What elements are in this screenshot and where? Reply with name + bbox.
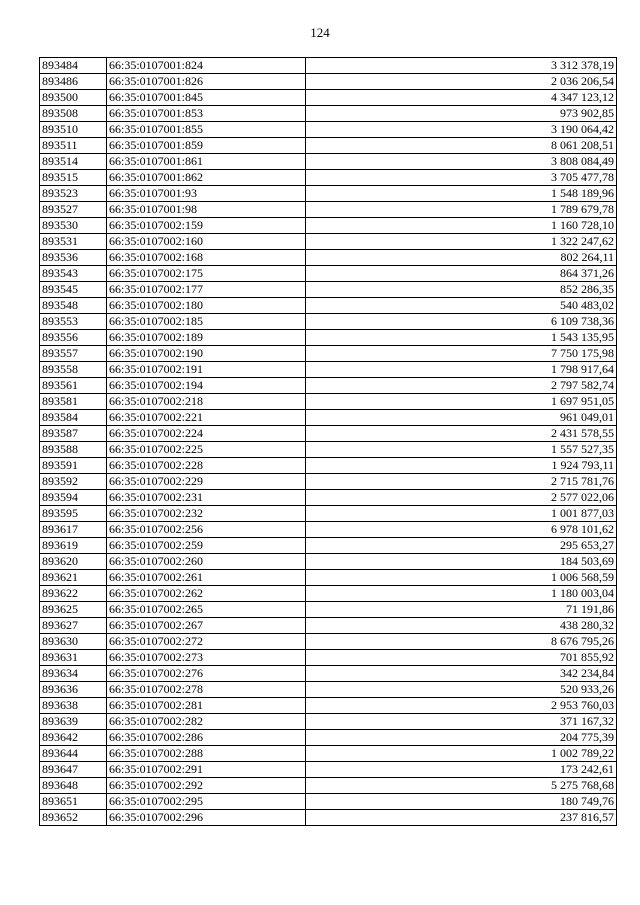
cadastral-value-cell: 2 797 582,74 <box>306 378 617 394</box>
cadastral-number-cell: 66:35:0107002:256 <box>107 522 306 538</box>
table-body <box>40 58 617 826</box>
record-id-cell: 893625 <box>40 602 107 618</box>
cadastral-value-cell: 802 264,11 <box>306 250 617 266</box>
table-row <box>40 170 617 186</box>
cadastral-value-cell: 2 577 022,06 <box>306 490 617 506</box>
cadastral-value-cell: 701 855,92 <box>306 650 617 666</box>
record-id-cell: 893638 <box>40 698 107 714</box>
cadastral-value-cell: 1 924 793,11 <box>306 458 617 474</box>
cadastral-value-cell: 3 190 064,42 <box>306 122 617 138</box>
record-id-cell: 893527 <box>40 202 107 218</box>
cadastral-number-cell: 66:35:0107002:159 <box>107 218 306 234</box>
cadastral-value-cell: 2 953 760,03 <box>306 698 617 714</box>
cadastral-number-cell: 66:35:0107002:276 <box>107 666 306 682</box>
table-row <box>40 490 617 506</box>
cadastral-number-cell: 66:35:0107002:282 <box>107 714 306 730</box>
table-row <box>40 442 617 458</box>
record-id-cell: 893531 <box>40 234 107 250</box>
cadastral-value-cell: 961 049,01 <box>306 410 617 426</box>
table-row <box>40 730 617 746</box>
cadastral-value-cell: 1 322 247,62 <box>306 234 617 250</box>
cadastral-number-cell: 66:35:0107002:295 <box>107 794 306 810</box>
cadastral-number-cell: 66:35:0107002:273 <box>107 650 306 666</box>
table-row <box>40 522 617 538</box>
cadastral-value-cell: 71 191,86 <box>306 602 617 618</box>
table-row <box>40 378 617 394</box>
cadastral-value-cell: 2 431 578,55 <box>306 426 617 442</box>
cadastral-value-cell: 1 002 789,22 <box>306 746 617 762</box>
record-id-cell: 893584 <box>40 410 107 426</box>
cadastral-number-cell: 66:35:0107002:185 <box>107 314 306 330</box>
table-row <box>40 266 617 282</box>
record-id-cell: 893510 <box>40 122 107 138</box>
cadastral-value-cell: 3 808 084,49 <box>306 154 617 170</box>
cadastral-number-cell: 66:35:0107002:194 <box>107 378 306 394</box>
cadastral-value-cell: 3 705 477,78 <box>306 170 617 186</box>
record-id-cell: 893508 <box>40 106 107 122</box>
cadastral-number-cell: 66:35:0107002:292 <box>107 778 306 794</box>
record-id-cell: 893592 <box>40 474 107 490</box>
cadastral-number-cell: 66:35:0107001:824 <box>107 58 306 74</box>
cadastral-value-cell: 1 697 951,05 <box>306 394 617 410</box>
cadastral-number-cell: 66:35:0107002:281 <box>107 698 306 714</box>
cadastral-number-cell: 66:35:0107002:291 <box>107 762 306 778</box>
cadastral-value-cell: 8 061 208,51 <box>306 138 617 154</box>
table-row <box>40 186 617 202</box>
cadastral-number-cell: 66:35:0107002:160 <box>107 234 306 250</box>
table-row <box>40 58 617 74</box>
cadastral-value-cell: 438 280,32 <box>306 618 617 634</box>
record-id-cell: 893622 <box>40 586 107 602</box>
cadastral-value-cell: 4 347 123,12 <box>306 90 617 106</box>
table-row <box>40 74 617 90</box>
table-row <box>40 602 617 618</box>
cadastral-value-cell: 1 180 003,04 <box>306 586 617 602</box>
cadastral-number-cell: 66:35:0107002:272 <box>107 634 306 650</box>
record-id-cell: 893486 <box>40 74 107 90</box>
cadastral-number-cell: 66:35:0107001:855 <box>107 122 306 138</box>
cadastral-value-cell: 1 160 728,10 <box>306 218 617 234</box>
table-row <box>40 346 617 362</box>
record-id-cell: 893548 <box>40 298 107 314</box>
table-row <box>40 746 617 762</box>
page-number: 124 <box>310 25 330 40</box>
table-row <box>40 570 617 586</box>
cadastral-number-cell: 66:35:0107002:191 <box>107 362 306 378</box>
record-id-cell: 893639 <box>40 714 107 730</box>
cadastral-number-cell: 66:35:0107002:229 <box>107 474 306 490</box>
cadastral-number-cell: 66:35:0107001:98 <box>107 202 306 218</box>
table-row <box>40 810 617 826</box>
table-row <box>40 234 617 250</box>
record-id-cell: 893617 <box>40 522 107 538</box>
cadastral-number-cell: 66:35:0107002:177 <box>107 282 306 298</box>
cadastral-value-cell: 7 750 175,98 <box>306 346 617 362</box>
record-id-cell: 893620 <box>40 554 107 570</box>
cadastral-value-cell: 8 676 795,26 <box>306 634 617 650</box>
record-id-cell: 893484 <box>40 58 107 74</box>
cadastral-number-cell: 66:35:0107001:853 <box>107 106 306 122</box>
record-id-cell: 893561 <box>40 378 107 394</box>
cadastral-value-cell: 520 933,26 <box>306 682 617 698</box>
cadastral-value-cell: 3 312 378,19 <box>306 58 617 74</box>
cadastral-number-cell: 66:35:0107001:93 <box>107 186 306 202</box>
cadastral-value-cell: 371 167,32 <box>306 714 617 730</box>
table-row <box>40 202 617 218</box>
table-row <box>40 682 617 698</box>
cadastral-number-cell: 66:35:0107002:296 <box>107 810 306 826</box>
cadastral-value-cell: 1 006 568,59 <box>306 570 617 586</box>
record-id-cell: 893511 <box>40 138 107 154</box>
table-row <box>40 218 617 234</box>
record-id-cell: 893651 <box>40 794 107 810</box>
cadastral-number-cell: 66:35:0107002:260 <box>107 554 306 570</box>
cadastral-value-cell: 184 503,69 <box>306 554 617 570</box>
cadastral-number-cell: 66:35:0107002:224 <box>107 426 306 442</box>
cadastral-number-cell: 66:35:0107002:267 <box>107 618 306 634</box>
cadastral-value-cell: 1 543 135,95 <box>306 330 617 346</box>
table-row <box>40 298 617 314</box>
record-id-cell: 893515 <box>40 170 107 186</box>
record-id-cell: 893621 <box>40 570 107 586</box>
table-row <box>40 282 617 298</box>
cadastral-value-cell: 973 902,85 <box>306 106 617 122</box>
table-row <box>40 506 617 522</box>
table-row <box>40 762 617 778</box>
record-id-cell: 893530 <box>40 218 107 234</box>
cadastral-value-cell: 1 557 527,35 <box>306 442 617 458</box>
table-row <box>40 634 617 650</box>
table-row <box>40 154 617 170</box>
table-row <box>40 314 617 330</box>
table-row <box>40 698 617 714</box>
table-row <box>40 394 617 410</box>
cadastral-number-cell: 66:35:0107002:265 <box>107 602 306 618</box>
table-row <box>40 250 617 266</box>
table-row <box>40 666 617 682</box>
cadastral-number-cell: 66:35:0107002:259 <box>107 538 306 554</box>
record-id-cell: 893631 <box>40 650 107 666</box>
cadastral-number-cell: 66:35:0107002:231 <box>107 490 306 506</box>
record-id-cell: 893644 <box>40 746 107 762</box>
cadastral-value-cell: 342 234,84 <box>306 666 617 682</box>
cadastral-value-cell: 1 789 679,78 <box>306 202 617 218</box>
cadastral-number-cell: 66:35:0107001:845 <box>107 90 306 106</box>
table-row <box>40 794 617 810</box>
record-id-cell: 893500 <box>40 90 107 106</box>
record-id-cell: 893591 <box>40 458 107 474</box>
cadastral-value-cell: 540 483,02 <box>306 298 617 314</box>
cadastral-value-cell: 1 001 877,03 <box>306 506 617 522</box>
cadastral-number-cell: 66:35:0107002:218 <box>107 394 306 410</box>
table-row <box>40 122 617 138</box>
cadastral-number-cell: 66:35:0107001:826 <box>107 74 306 90</box>
cadastral-number-cell: 66:35:0107002:180 <box>107 298 306 314</box>
cadastral-number-cell: 66:35:0107002:286 <box>107 730 306 746</box>
table-row <box>40 554 617 570</box>
cadastral-value-cell: 5 275 768,68 <box>306 778 617 794</box>
cadastral-number-cell: 66:35:0107002:189 <box>107 330 306 346</box>
table-row <box>40 650 617 666</box>
cadastral-value-cell: 2 715 781,76 <box>306 474 617 490</box>
record-id-cell: 893545 <box>40 282 107 298</box>
cadastral-value-cell: 852 286,35 <box>306 282 617 298</box>
cadastral-number-cell: 66:35:0107001:859 <box>107 138 306 154</box>
cadastral-value-cell: 6 109 738,36 <box>306 314 617 330</box>
record-id-cell: 893595 <box>40 506 107 522</box>
table-row <box>40 538 617 554</box>
record-id-cell: 893642 <box>40 730 107 746</box>
cadastral-number-cell: 66:35:0107002:221 <box>107 410 306 426</box>
record-id-cell: 893652 <box>40 810 107 826</box>
record-id-cell: 893647 <box>40 762 107 778</box>
table-row <box>40 362 617 378</box>
record-id-cell: 893627 <box>40 618 107 634</box>
cadastral-value-cell: 237 816,57 <box>306 810 617 826</box>
record-id-cell: 893594 <box>40 490 107 506</box>
cadastral-number-cell: 66:35:0107001:862 <box>107 170 306 186</box>
record-id-cell: 893636 <box>40 682 107 698</box>
record-id-cell: 893536 <box>40 250 107 266</box>
table-row <box>40 426 617 442</box>
record-id-cell: 893581 <box>40 394 107 410</box>
cadastral-value-cell: 204 775,39 <box>306 730 617 746</box>
table-row <box>40 714 617 730</box>
cadastral-value-cell: 1 798 917,64 <box>306 362 617 378</box>
record-id-cell: 893634 <box>40 666 107 682</box>
table-row <box>40 474 617 490</box>
cadastral-number-cell: 66:35:0107002:175 <box>107 266 306 282</box>
table-row <box>40 410 617 426</box>
cadastral-number-cell: 66:35:0107002:278 <box>107 682 306 698</box>
record-id-cell: 893557 <box>40 346 107 362</box>
record-id-cell: 893523 <box>40 186 107 202</box>
cadastral-value-cell: 2 036 206,54 <box>306 74 617 90</box>
table-row <box>40 586 617 602</box>
record-id-cell: 893514 <box>40 154 107 170</box>
cadastral-value-cell: 180 749,76 <box>306 794 617 810</box>
cadastral-number-cell: 66:35:0107002:190 <box>107 346 306 362</box>
table-row <box>40 138 617 154</box>
table-row <box>40 106 617 122</box>
cadastral-value-cell: 6 978 101,62 <box>306 522 617 538</box>
record-id-cell: 893558 <box>40 362 107 378</box>
table-row <box>40 458 617 474</box>
table-row <box>40 778 617 794</box>
cadastral-number-cell: 66:35:0107002:288 <box>107 746 306 762</box>
table-row <box>40 90 617 106</box>
cadastral-number-cell: 66:35:0107002:168 <box>107 250 306 266</box>
table-row <box>40 618 617 634</box>
cadastral-number-cell: 66:35:0107001:861 <box>107 154 306 170</box>
cadastral-value-cell: 864 371,26 <box>306 266 617 282</box>
record-id-cell: 893587 <box>40 426 107 442</box>
record-id-cell: 893588 <box>40 442 107 458</box>
record-id-cell: 893556 <box>40 330 107 346</box>
cadastral-value-cell: 295 653,27 <box>306 538 617 554</box>
record-id-cell: 893630 <box>40 634 107 650</box>
record-id-cell: 893648 <box>40 778 107 794</box>
cadastral-number-cell: 66:35:0107002:262 <box>107 586 306 602</box>
cadastral-number-cell: 66:35:0107002:225 <box>107 442 306 458</box>
table-row <box>40 330 617 346</box>
cadastral-value-cell: 173 242,61 <box>306 762 617 778</box>
record-id-cell: 893553 <box>40 314 107 330</box>
cadastral-number-cell: 66:35:0107002:261 <box>107 570 306 586</box>
cadastral-number-cell: 66:35:0107002:232 <box>107 506 306 522</box>
record-id-cell: 893619 <box>40 538 107 554</box>
record-id-cell: 893543 <box>40 266 107 282</box>
cadastral-value-table <box>39 57 617 826</box>
cadastral-value-cell: 1 548 189,96 <box>306 186 617 202</box>
cadastral-number-cell: 66:35:0107002:228 <box>107 458 306 474</box>
